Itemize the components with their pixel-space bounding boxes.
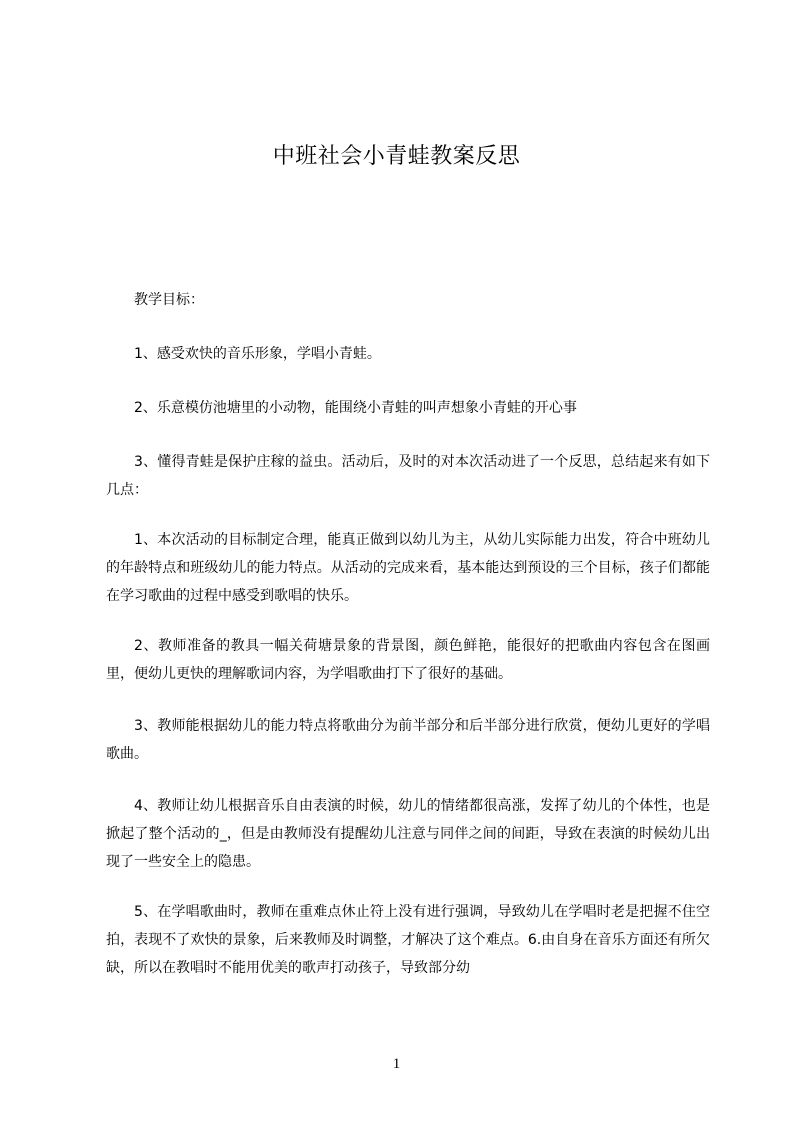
paragraph-goal-3: 3、懂得青蛙是保护庄稼的益虫。活动后，及时的对本次活动进了一个反思，总结起来有如下几点： — [106, 454, 710, 498]
paragraph-reflection-5: 5、在学唱歌曲时，教师在重难点休止符上没有进行强调，导致幼儿在学唱时老是把握不住空拍，表现不了欢快的景象，后来教师及时调整，才解决了这个难点。6.由自身在音乐方面还有所欠缺，所以在教唱时不能用优美的歌声打动孩子，导致部分幼 — [106, 904, 710, 976]
paragraph-reflection-4: 4、教师让幼儿根据音乐自由表演的时候，幼儿的情绪都很高涨，发挥了幼儿的个体性，也是掀起了整个活动的_，但是由教师没有提醒幼儿注意与同伴之间的间距，导致在表演的时候幼儿出现了一些安全上的隐患。 — [106, 798, 710, 870]
paragraph-teaching-goals-heading: 教学目标： — [134, 292, 204, 308]
paragraph-reflection-1: 1、本次活动的目标制定合理，能真正做到以幼儿为主，从幼儿实际能力出发，符合中班幼儿的年龄特点和班级幼儿的能力特点。从活动的完成来看，基本能达到预设的三个目标，孩子们都能在学习歌曲的过程中感受到歌唱的快乐。 — [106, 532, 710, 604]
paragraph-reflection-2: 2、教师准备的教具一幅关荷塘景象的背景图，颜色鲜艳，能很好的把歌曲内容包含在图画里，便幼儿更快的理解歌词内容，为学唱歌曲打下了很好的基础。 — [106, 638, 710, 682]
page-number: 1 — [392, 1056, 401, 1072]
paragraph-goal-1: 1、感受欢快的音乐形象，学唱小青蛙。 — [134, 346, 381, 362]
page-title: 中班社会小青蛙教案反思 — [272, 144, 521, 169]
paragraph-reflection-3: 3、教师能根据幼儿的能力特点将歌曲分为前半部分和后半部分进行欣赏，便幼儿更好的学唱歌曲。 — [106, 718, 710, 762]
paragraph-goal-2: 2、乐意模仿池塘里的小动物，能围绕小青蛙的叫声想象小青蛙的开心事 — [134, 400, 577, 416]
